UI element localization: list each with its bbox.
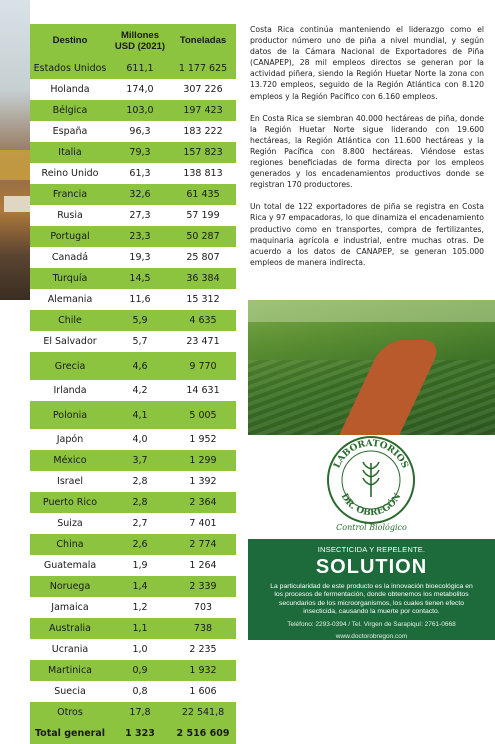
ad-green-band (248, 539, 495, 640)
cell-toneladas: 57 199 (186, 210, 220, 221)
cell-destino: Guatemala (43, 560, 97, 571)
cell-toneladas: 36 384 (186, 273, 220, 284)
header-destino: Destino (52, 35, 88, 47)
cell-toneladas: 1 932 (189, 665, 217, 676)
table-row (30, 331, 236, 352)
cell-destino: Noruega (49, 581, 91, 592)
table-body (30, 58, 236, 744)
cell-toneladas: 2 516 609 (176, 728, 230, 739)
solution-ad (248, 435, 495, 640)
cell-toneladas: 138 813 (183, 168, 223, 179)
cell-millones: 79,3 (129, 147, 151, 158)
table-row (30, 723, 236, 744)
cell-millones: 4,6 (132, 360, 148, 372)
ad-phones: Teléfono: 2293-0394 / Tel. Virgen de Sarapiquí: 2761-0668 (287, 620, 456, 628)
table-row (30, 121, 236, 142)
table-row (30, 429, 236, 450)
cell-millones: 4,1 (132, 409, 148, 421)
cell-toneladas: 307 226 (183, 84, 223, 95)
ad-kicker: INSECTICIDA Y REPELENTE. (317, 545, 426, 554)
cell-destino: Jamaica (51, 602, 89, 613)
cell-millones: 0,9 (132, 665, 148, 676)
cell-millones: 1,1 (132, 623, 148, 634)
logo-subtitle: Control Biológico (336, 523, 407, 532)
cell-destino: Reino Unido (41, 168, 99, 179)
cell-millones: 5,7 (132, 336, 148, 347)
cell-destino: Grecia (54, 360, 86, 372)
cell-destino: China (56, 539, 84, 550)
cell-millones: 17,8 (129, 707, 151, 718)
logo-top-text: LABORATORIOS (332, 438, 410, 470)
cell-destino: Estados Unidos (33, 63, 107, 74)
cell-toneladas: 1 177 625 (178, 63, 228, 74)
table-row (30, 450, 236, 471)
cell-toneladas: 1 299 (189, 455, 217, 466)
cell-toneladas: 1 606 (189, 686, 217, 697)
cell-toneladas: 703 (193, 602, 213, 613)
cell-destino: Alemania (47, 294, 93, 305)
cell-toneladas: 4 635 (189, 315, 217, 326)
cell-destino: Suiza (57, 518, 83, 529)
cell-millones: 1,9 (132, 560, 148, 571)
header-millones: Millones USD (2021) (114, 29, 166, 52)
table-row (30, 163, 236, 184)
cell-destino: Australia (48, 623, 92, 634)
cell-millones: 2,6 (132, 539, 148, 550)
cell-destino: Canadá (51, 252, 89, 263)
cell-toneladas: 15 312 (186, 294, 220, 305)
cell-toneladas: 2 235 (189, 644, 217, 655)
cell-millones: 103,0 (126, 105, 154, 116)
cell-millones: 1 323 (125, 728, 155, 739)
ad-description: La particularidad de este producto es la innovación bioecológica en los procesos de fermentación, donde obtenemos los metabolitos secundarios de los microorganismos, los cuales tienen efecto insecticida, causando la muerte por contacto. (270, 583, 473, 616)
cell-millones: 174,0 (126, 84, 154, 95)
cell-destino: Bélgica (52, 105, 88, 116)
cell-millones: 32,6 (129, 189, 151, 200)
table-header (30, 24, 236, 58)
article-paragraph: En Costa Rica se siembran 40.000 hectáreas de piña, donde la Región Huetar Norte sigue liderando con 19.600 hectáreas, la Región Atlántica con 11.600 hectáreas y la Región Pacífica con 8.800 hectáreas. Viéndose estas regiones beneficiadas de forma directa por los empleos generados y los encadenamientos productivos donde se registran 170 productores. (250, 113, 484, 190)
cell-millones: 96,3 (129, 126, 151, 137)
cell-destino: Otros (57, 707, 83, 718)
cell-toneladas: 1 392 (189, 476, 217, 487)
table-row (30, 79, 236, 100)
table-row (30, 310, 236, 331)
cell-millones: 5,9 (132, 315, 148, 326)
cell-destino: México (53, 455, 87, 466)
table-row (30, 597, 236, 618)
cell-toneladas: 1 952 (189, 434, 217, 445)
header-toneladas: Toneladas (179, 35, 227, 47)
cell-destino: Total general (34, 728, 106, 739)
truck-cab (0, 150, 30, 180)
cell-toneladas: 2 339 (189, 581, 217, 592)
table-row (30, 401, 236, 429)
cell-millones: 19,3 (129, 252, 151, 263)
table-row (30, 226, 236, 247)
cell-toneladas: 22 541,8 (181, 707, 225, 718)
cell-destino: Japón (56, 434, 84, 445)
table-row (30, 492, 236, 513)
cell-destino: Ucrania (51, 644, 89, 655)
field-sky (248, 300, 495, 322)
logo-bottom-text: DR. OBREGÓN (338, 491, 404, 519)
cell-toneladas: 197 423 (183, 105, 223, 116)
cell-millones: 2,8 (132, 476, 148, 487)
cell-destino: Polonia (52, 409, 88, 421)
cell-toneladas: 2 774 (189, 539, 217, 550)
cell-destino: Francia (52, 189, 88, 200)
truck-trailer (4, 196, 30, 212)
cell-destino: Rusia (57, 210, 83, 221)
cell-destino: Portugal (50, 231, 90, 242)
table-row (30, 100, 236, 121)
table-row (30, 380, 236, 401)
cell-toneladas: 14 631 (186, 385, 220, 396)
cell-millones: 27,3 (129, 210, 151, 221)
truck-photo (0, 0, 30, 300)
laboratorios-obregon-logo (326, 435, 416, 525)
table-row (30, 205, 236, 226)
cell-toneladas: 61 435 (186, 189, 220, 200)
table-row (30, 247, 236, 268)
table-row (30, 142, 236, 163)
cell-millones: 1,4 (132, 581, 148, 592)
cell-destino: Holanda (50, 84, 90, 95)
cell-destino: Suecia (54, 686, 86, 697)
cell-millones: 23,3 (129, 231, 151, 242)
ad-website[interactable]: www.doctorobregon.com (335, 632, 408, 640)
table-row (30, 58, 236, 79)
cell-toneladas: 50 287 (186, 231, 220, 242)
cell-millones: 1,2 (132, 602, 148, 613)
cell-toneladas: 23 471 (186, 336, 220, 347)
cell-destino: El Salvador (43, 336, 97, 347)
table-row (30, 352, 236, 380)
cell-destino: Italia (58, 147, 82, 158)
cell-toneladas: 5 005 (189, 409, 217, 421)
table-row (30, 555, 236, 576)
cell-millones: 4,2 (132, 385, 148, 396)
table-row (30, 660, 236, 681)
article-text (250, 24, 484, 279)
cell-destino: Israel (57, 476, 83, 487)
article-paragraph: Un total de 122 exportadores de piña se registra en Costa Rica y 97 empacadoras, lo que dinamiza el encadenamiento productivo como en transportes, compra de fertilizantes, maquinaria agrícola e industrial, entre muchas otras. De acuerdo a los datos de CANAPEP, se generan 105.000 empleos de manera indirecta. (250, 202, 484, 267)
table-row (30, 639, 236, 660)
cell-destino: Chile (58, 315, 82, 326)
cell-millones: 3,7 (132, 455, 148, 466)
table-row (30, 289, 236, 310)
cell-toneladas: 738 (193, 623, 213, 634)
cell-millones: 61,3 (129, 168, 151, 179)
cell-toneladas: 1 264 (189, 560, 217, 571)
cell-millones: 11,6 (129, 294, 151, 305)
table-row (30, 576, 236, 597)
table-row (30, 618, 236, 639)
cell-millones: 1,0 (132, 644, 148, 655)
cell-toneladas: 157 823 (183, 147, 223, 158)
table-row (30, 702, 236, 723)
cell-toneladas: 9 770 (189, 360, 217, 372)
table-row (30, 681, 236, 702)
cell-millones: 611,1 (126, 63, 154, 74)
cell-destino: Martinica (48, 665, 92, 676)
cell-millones: 14,5 (129, 273, 151, 284)
ad-product-title: SOLUTION (315, 556, 428, 578)
cell-millones: 2,8 (132, 497, 148, 508)
export-table (30, 24, 236, 744)
table-row (30, 184, 236, 205)
cell-toneladas: 183 222 (183, 126, 223, 137)
table-row (30, 268, 236, 289)
cell-millones: 2,7 (132, 518, 148, 529)
cell-millones: 4,0 (132, 434, 148, 445)
table-row (30, 534, 236, 555)
cell-toneladas: 25 807 (186, 252, 220, 263)
table-row (30, 471, 236, 492)
cell-toneladas: 7 401 (189, 518, 217, 529)
cell-toneladas: 2 364 (189, 497, 217, 508)
cell-millones: 0,8 (132, 686, 148, 697)
cell-destino: Puerto Rico (42, 497, 98, 508)
article-paragraph: Costa Rica continúa manteniendo el liderazgo como el productor número uno de piña a nivel mundial, y según datos de la Cámara Nacional de Exportadores de Piña (CANAPEP), 28 mil empleos directos se generan por la actividad piñera, siendo la Región Huetar Norte la zona con 13.720 empleos, seguido de la Región Atlántica con 8.120 empleos y la Región Pacífico con 6.160 empleos. (250, 25, 484, 101)
cell-destino: Turquía (52, 273, 88, 284)
pineapple-field-photo (248, 300, 495, 435)
cell-destino: España (52, 126, 88, 137)
cell-destino: Irlanda (53, 385, 87, 396)
table-row (30, 513, 236, 534)
